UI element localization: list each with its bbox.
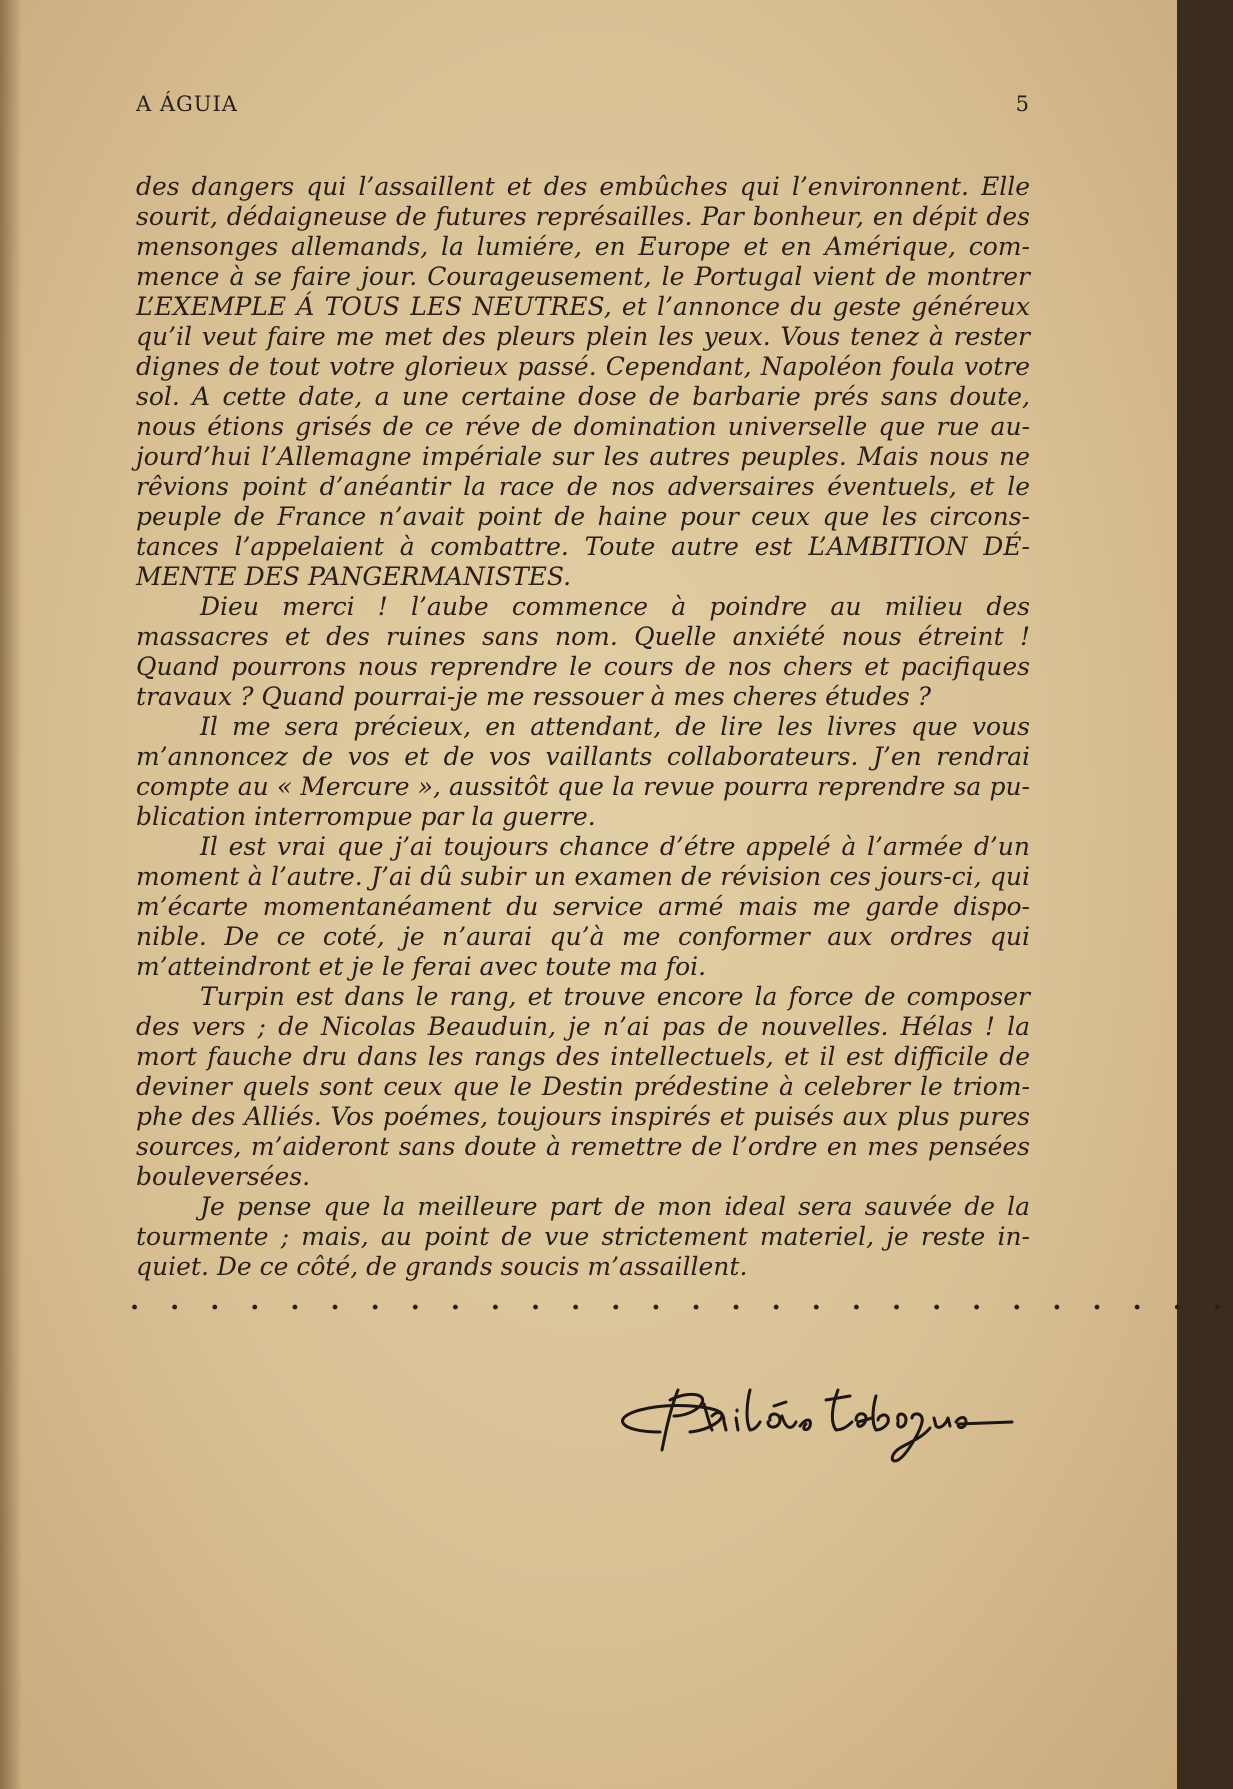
paragraph-4: Il est vrai que j’ai toujours chance d’étre appelé à l’armée d’un moment à l’autre. J’ai dû subir un examen de révision ces jours-ci, qui m’écarte momentanéament du service armé mais me garde disponible. De ce coté, je n’aurai qu’à me conformer aux ordres qui m’atteindront et je le ferai avec toute ma foi.	[136, 832, 1030, 981]
paragraph-2: Dieu merci ! l’aube commence à poindre au milieu des massacres et des ruines sans nom. Quelle anxiété nous étreint ! Quand pourrons nous reprendre le cours de nos chers et pacifiques travaux ? Quand pourrai-je me ressouer à mes cheres études ?	[136, 592, 1030, 711]
signature-icon	[600, 1360, 1020, 1470]
letter-body	[136, 172, 1030, 1282]
page-edge-shadow	[0, 0, 22, 1789]
ellipsis-divider: . . . . . . . . . . . . . . . . . . . . . . . . . . . .	[130, 1286, 1233, 1316]
journal-title: A ÁGUIA	[136, 92, 238, 116]
paragraph-1: des dangers qui l’assaillent et des embûches qui l’environnent. Elle sourit, dédaigneuse de futures représailles. Par bonheur, en dépit des mensonges allemands, la lumiére, en Europe et en Amérique, commence à se faire jour. Courageusement, le Portugal vient de montrer L’EXEMPLE Á TOUS LES NEUTRES, et l’annonce du geste généreux qu’il veut faire me met des pleurs plein les yeux. Vous tenez à rester dignes de tout votre glorieux passé. Cependant, Napoléon foula votre sol. A cette date, a une certaine dose de barbarie prés sans doute, nous étions grisés de ce réve de domination universelle que rue aujourd’hui l’Allemagne impériale sur les autres peuples. Mais nous ne rêvions point d’anéantir la race de nos adversaires éventuels, et le peuple de France n’avait point de haine pour ceux que les circonstances l’appelaient à combattre. Toute autre est L’AMBITION DÉMENTE DES PANGERMANISTES.	[136, 172, 1030, 591]
handwritten-signature	[600, 1360, 1020, 1470]
running-header	[136, 92, 1030, 116]
paragraph-6: Je pense que la meilleure part de mon ideal sera sauvée de la tourmente ; mais, au point de vue strictement materiel, je reste inquiet. De ce côté, de grands soucis m’assaillent.	[136, 1192, 1030, 1281]
paragraph-3: Il me sera précieux, en attendant, de lire les livres que vous m’annoncez de vos et de vos vaillants collaborateurs. J’en rendrai compte au « Mercure », aussitôt que la revue pourra reprendre sa publication interrompue par la guerre.	[136, 712, 1030, 831]
paragraph-5: Turpin est dans le rang, et trouve encore la force de composer des vers ; de Nicolas Beauduin, je n’ai pas de nouvelles. Hélas ! la mort fauche dru dans les rangs des intellectuels, et il est difficile de deviner quels sont ceux que le Destin prédestine à celebrer le triomphe des Alliés. Vos poémes, toujours inspirés et puisés aux plus pures sources, m’aideront sans doute à remettre de l’ordre en mes pensées bouleversées.	[136, 982, 1030, 1191]
page-number: 5	[1015, 92, 1030, 116]
